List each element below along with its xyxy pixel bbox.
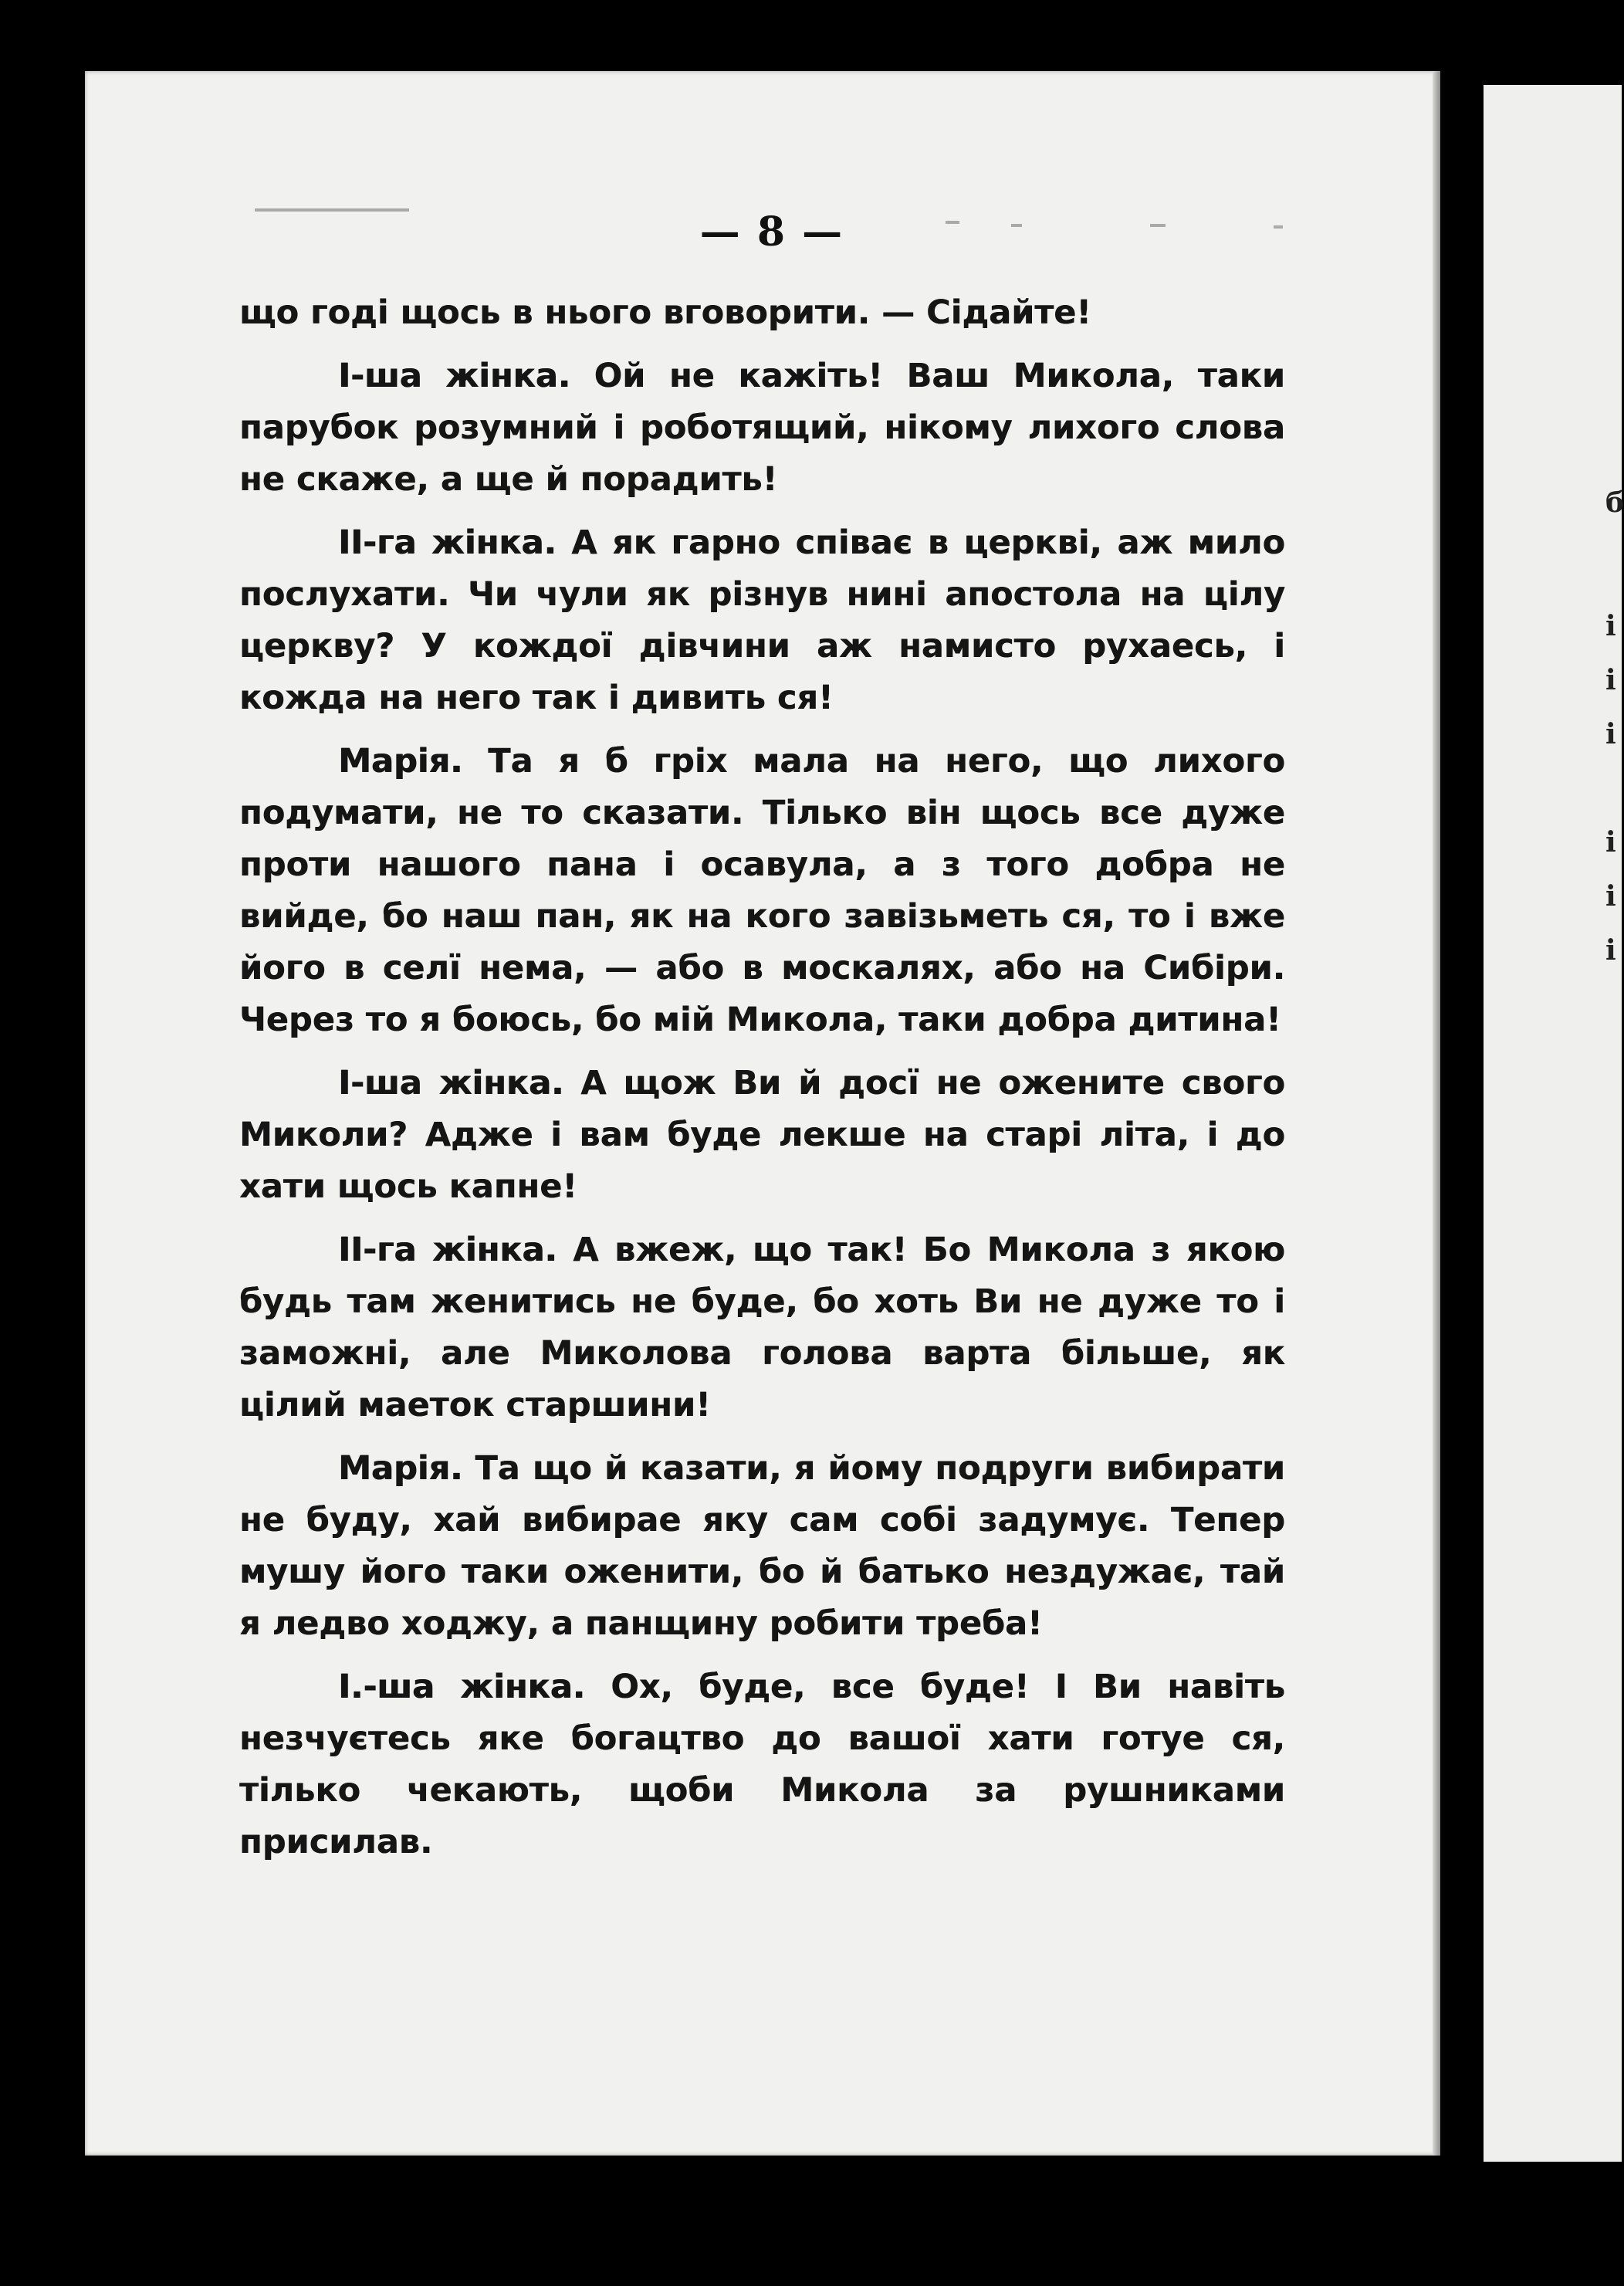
adjacent-page-fragment: і — [1605, 826, 1616, 859]
dialogue-line — [239, 1661, 1285, 1868]
dialogue-text: Ой не кажіть! Ваш Микола, таки парубок розумний і роботящий, нікому лихого слова не скаже, а ще й порадить! — [239, 357, 1285, 499]
dialogue-text: А як гарно співає в церкві, аж мило послухати. Чи чули як різнув нині апостола на цілу церкву? У кождої дівчини аж намисто рухаесь, і кожда на него так і дивить ся! — [239, 523, 1285, 717]
speaker-name: І-ша жінка. — [338, 1064, 564, 1102]
dialogue-line — [239, 1224, 1285, 1431]
dialogue-line — [239, 736, 1285, 1046]
dialogue-line — [239, 1058, 1285, 1213]
adjacent-page-fragment: і — [1605, 880, 1616, 913]
speaker-name: Марія. — [338, 742, 463, 781]
speaker-name: ІІ-га жінка. — [338, 1231, 557, 1269]
adjacent-page — [1484, 85, 1622, 2162]
dialogue-text: Та я б гріх мала на него, що лихого подумати, не то сказати. Тілько він щось все дуже проти нашого пана і осавула, а з того добра не вийде, бо наш пан, як на кого завізьметь ся, то і вже його в селї нема, — або в москалях, або на Сибіри. Через то я боюсь, бо мій Микола, таки добра дитина! — [239, 742, 1285, 1039]
adjacent-page-fragment: і — [1605, 664, 1616, 696]
paragraph — [239, 287, 1285, 339]
print-smudge — [255, 208, 409, 212]
dialogue-text: А вжеж, що так! Бо Микола з якою будь там женитись не буде, бо хоть Ви не дуже то і заможні, але Миколова голова варта більше, як цілий маеток старшини! — [239, 1231, 1285, 1424]
dialogue-line — [239, 1443, 1285, 1650]
play-text — [239, 287, 1285, 1880]
print-smudge — [1150, 224, 1166, 227]
speaker-name: І.-ша жінка. — [338, 1668, 585, 1706]
speaker-name: І-ша жінка. — [338, 357, 570, 395]
print-smudge — [1011, 224, 1022, 227]
speaker-name: Марія. — [338, 1449, 463, 1488]
page-number: — 8 — — [699, 208, 844, 256]
adjacent-page-fragment: і — [1605, 718, 1616, 750]
adjacent-page-fragment: і — [1605, 610, 1616, 642]
print-smudge — [1274, 225, 1283, 229]
dialogue-text: Ох, буде, все буде! І Ви навіть незчуєтесь яке богацтво до вашої хати готуе ся, тілько чекають, щоби Микола за рушниками присилав. — [239, 1668, 1285, 1861]
dialogue-line — [239, 517, 1285, 724]
dialogue-line — [239, 351, 1285, 506]
page-edge — [1433, 71, 1440, 2156]
dialogue-text: Та що й казати, я йому подруги вибирати не буду, хай вибирае яку сам собі задумує. Тепер мушу його таки оженити, бо й батько нездужає, тай я ледво ходжу, а панщину робити треба! — [239, 1449, 1285, 1643]
adjacent-page-fragment: б — [1605, 486, 1624, 519]
dialogue-text: А щож Ви й досї не ожените свого Миколи? Адже і вам буде лекше на старі літа, і до хати щось капне! — [239, 1064, 1285, 1206]
print-smudge — [946, 221, 959, 224]
speaker-name: ІІ-га жінка. — [338, 523, 557, 562]
paragraph-text: що годі щось в нього вговорити. — Сідайте! — [239, 293, 1091, 332]
adjacent-page-fragment: і — [1605, 934, 1616, 967]
